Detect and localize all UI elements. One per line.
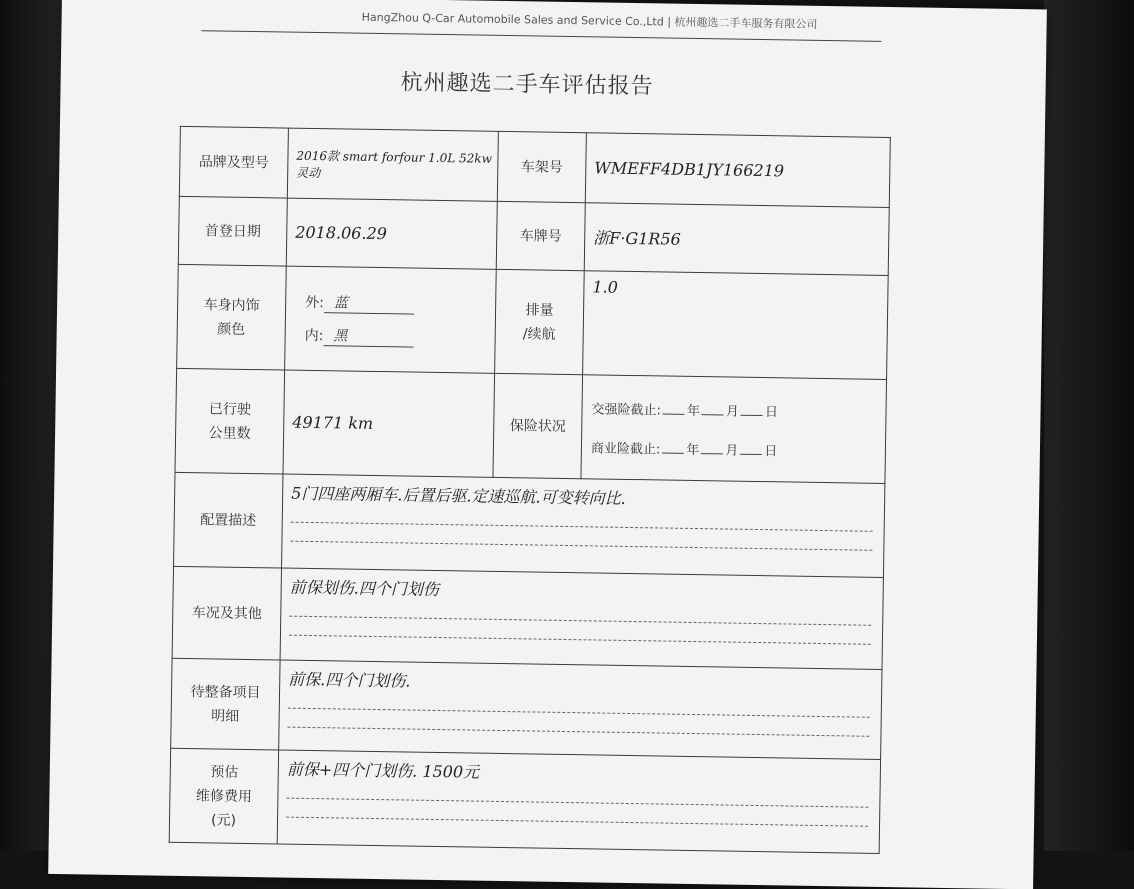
interior-line [286, 318, 493, 354]
config-text: 5门四座两厢车.后置后驱.定速巡航.可变转向比. [291, 483, 626, 508]
vin-value: WMEFF4DB1JY166219 [585, 133, 890, 208]
cost-label-line-2: 维修费用 [195, 787, 253, 805]
cost-label [169, 748, 278, 844]
mileage-label-line-2: 公里数 [208, 424, 251, 442]
brand-value: 2016款 smart forfour 1.0L 52kw灵动 [287, 128, 498, 201]
repair-label-line-2: 明细 [211, 707, 240, 725]
config-label: 配置描述 [174, 472, 283, 568]
mileage-label-line-1: 已行驶 [208, 400, 252, 418]
color-label-line-1: 车身内饰 [203, 296, 260, 314]
vin-label: 车架号 [497, 131, 586, 202]
commercial-insurance-line [583, 427, 885, 471]
repair-items-value [279, 660, 882, 759]
condition-text: 前保划伤.四个门划伤 [289, 577, 439, 599]
insurance-label: 保险状况 [493, 373, 583, 478]
background-right [1044, 0, 1134, 851]
repair-text: 前保.四个门划伤. [288, 669, 411, 691]
insurance-values [581, 375, 887, 484]
color-label [177, 264, 287, 370]
month-label: 月 [725, 403, 740, 420]
day-label: 日 [764, 404, 779, 420]
mileage-label [175, 368, 285, 474]
displacement-label-line-2: /续航 [522, 325, 556, 343]
month-label: 月 [725, 442, 739, 459]
year-label: 年 [686, 403, 701, 419]
condition-value [280, 568, 883, 669]
condition-label: 车况及其他 [172, 566, 281, 660]
header-rule [201, 30, 881, 42]
exterior-value: 蓝 [324, 292, 414, 314]
repair-label-line-1: 待整备项目 [190, 683, 261, 701]
displacement-value: 1.0 [583, 271, 889, 380]
interior-prefix: 内: [304, 327, 324, 344]
color-label-line-2: 颜色 [217, 320, 246, 338]
year-label: 年 [686, 442, 700, 458]
cost-text: 前保+四个门划伤. 1500元 [286, 759, 480, 782]
first-reg-value: 2018.06.29 [286, 198, 497, 269]
cost-label-line-1: 预估 [210, 763, 239, 781]
compulsory-insurance-line [583, 388, 885, 432]
company-header: HangZhou Q-Car Automobile Sales and Service Co.,Ltd | 杭州趣选二手车服务有限公司 [361, 10, 818, 31]
plate-label: 车牌号 [496, 201, 585, 270]
first-reg-label: 首登日期 [178, 196, 287, 266]
config-value [282, 474, 885, 577]
exterior-line [287, 285, 494, 321]
exterior-prefix: 外: [305, 294, 325, 311]
color-values [285, 266, 497, 373]
compulsory-label: 交强险截止: [591, 401, 662, 418]
report-title: 杭州趣选二手车评估报告 [400, 70, 654, 100]
cost-label-line-3: (元) [210, 811, 237, 829]
repair-items-label [171, 658, 280, 750]
cost-value [277, 750, 880, 853]
plate-value: 浙F·G1R56 [584, 203, 889, 276]
displacement-label [495, 269, 585, 374]
commercial-label: 商业险截止: [590, 440, 661, 457]
interior-value: 黑 [323, 325, 413, 347]
evaluation-form [169, 126, 891, 854]
brand-label: 品牌及型号 [179, 126, 288, 198]
displacement-label-line-1: 排量 [525, 301, 554, 319]
document-page [48, 0, 1047, 889]
day-label: 日 [764, 443, 778, 459]
mileage-value: 49171 km [283, 370, 495, 477]
